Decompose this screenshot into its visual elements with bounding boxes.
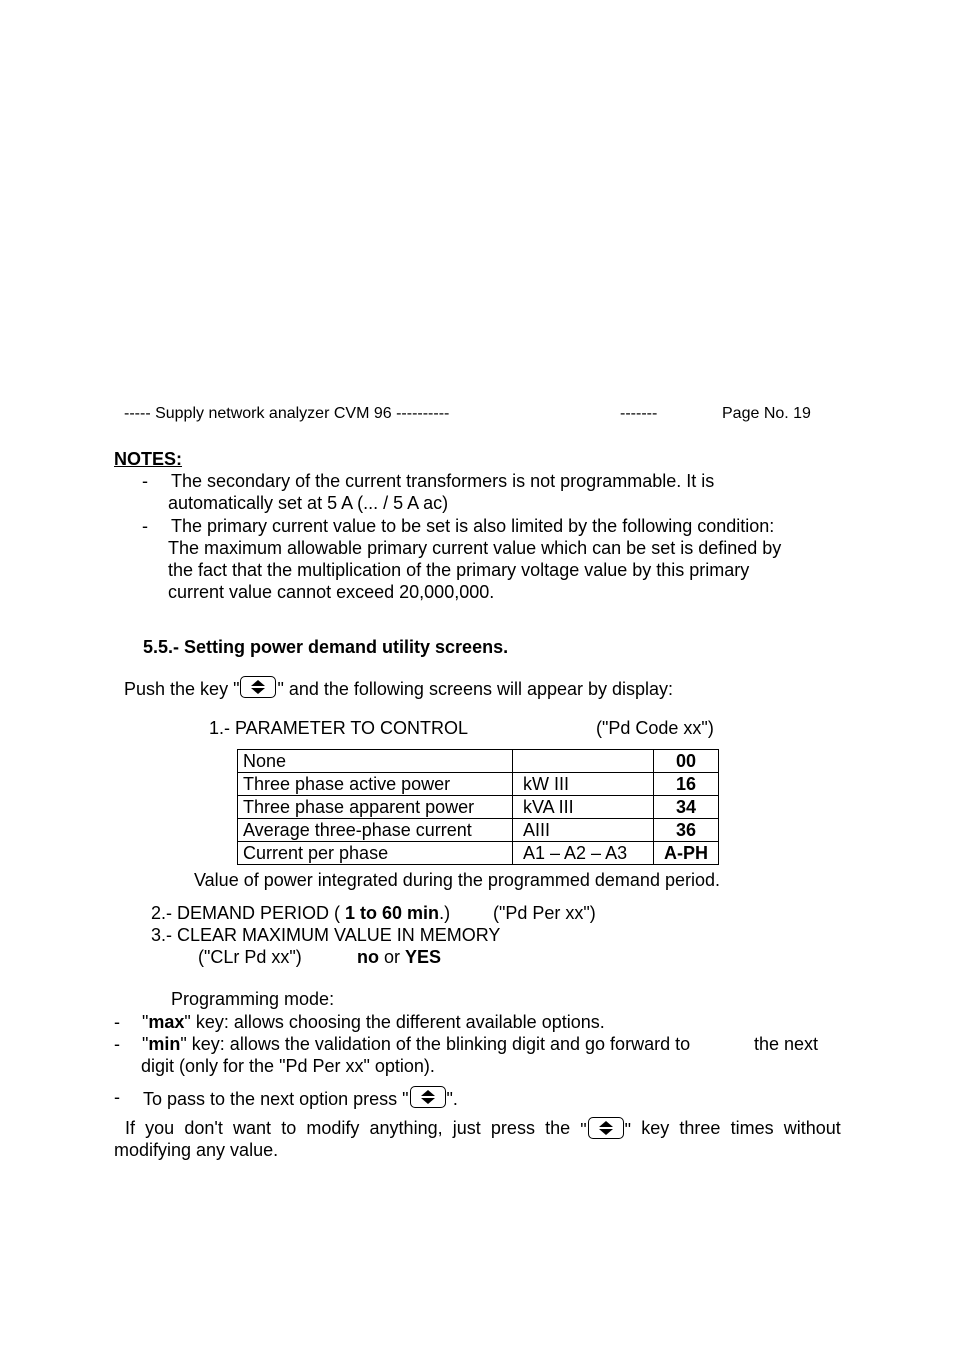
- up-down-key-icon: [588, 1117, 624, 1139]
- table-cell-name: Average three-phase current: [238, 819, 513, 842]
- final-word: key: [641, 1118, 670, 1138]
- final-quote-open: ": [580, 1120, 587, 1140]
- table-cell-unit: [513, 750, 654, 773]
- table-row: [238, 819, 719, 842]
- table-cell-name: Three phase apparent power: [238, 796, 513, 819]
- final-word: If: [125, 1118, 136, 1138]
- final-word: three: [679, 1118, 721, 1138]
- table-cell-unit: kVA III: [513, 796, 654, 819]
- table-cell-code: 16: [654, 773, 719, 796]
- option-yes: YES: [405, 947, 442, 967]
- param-2-range: 1 to 60 min: [345, 903, 440, 923]
- table-cell-code: A-PH: [654, 842, 719, 865]
- param-1-label: 1.- PARAMETER TO CONTROL: [209, 718, 469, 738]
- param-2-prefix: 2.- DEMAND PERIOD (: [151, 903, 346, 923]
- table-cell-unit: AIII: [513, 819, 654, 842]
- note-1-line-2: automatically set at 5 A (... / 5 A ac): [168, 493, 449, 513]
- parameter-table: [237, 749, 719, 865]
- final-word: want: [233, 1118, 272, 1138]
- max-key-line: [142, 1011, 605, 1033]
- min-key-text: " key: allows the validation of the blinking digit and go forward to: [180, 1034, 691, 1054]
- section-title: 5.5.- Setting power demand utility screens.: [143, 637, 509, 657]
- min-key-text-end: the next: [754, 1034, 819, 1054]
- max-bullet: -: [114, 1012, 120, 1032]
- final-word: don't: [184, 1118, 223, 1138]
- note-2-line-3: the fact that the multiplication of the primary voltage value by this primary: [168, 560, 750, 580]
- final-word: modify: [306, 1118, 360, 1138]
- min-key-line-2: digit (only for the "Pd Per xx" option).: [141, 1056, 435, 1076]
- param-3-label: 3.- CLEAR MAXIMUM VALUE IN MEMORY: [151, 925, 501, 945]
- page-number: Page No. 19: [722, 405, 811, 422]
- up-down-key-icon: [240, 676, 276, 698]
- param-2-label: [151, 902, 450, 924]
- final-key-group: [580, 1117, 631, 1141]
- pass-bullet: -: [114, 1087, 120, 1107]
- min-bullet: -: [114, 1034, 120, 1054]
- max-key-text: " key: allows choosing the different available options.: [184, 1012, 605, 1032]
- table-caption: Value of power integrated during the programmed demand period.: [194, 870, 720, 890]
- table-row: [238, 773, 719, 796]
- table-cell-code: 36: [654, 819, 719, 842]
- table-cell-name: Three phase active power: [238, 773, 513, 796]
- note-1-bullet: -: [142, 471, 148, 491]
- final-word: press: [490, 1118, 535, 1138]
- pass-text-after: ".: [446, 1089, 458, 1109]
- note-2-line-1: The primary current value to be set is also limited by the following condition:: [171, 516, 775, 536]
- min-quote: ": [142, 1034, 149, 1054]
- final-word: just: [452, 1118, 481, 1138]
- table-cell-name: None: [238, 750, 513, 773]
- table-row: [238, 796, 719, 819]
- param-2-suffix: .): [439, 903, 451, 923]
- final-word: you: [145, 1118, 175, 1138]
- option-no: no: [357, 947, 379, 967]
- option-or: or: [379, 947, 406, 967]
- up-down-key-icon: [410, 1086, 446, 1108]
- param-2-code: ("Pd Per xx"): [493, 903, 596, 923]
- header-dashes: -------: [620, 405, 658, 422]
- table-cell-name: Current per phase: [238, 842, 513, 865]
- table-cell-unit: kW III: [513, 773, 654, 796]
- note-1-line-1: The secondary of the current transformers is not programmable. It is: [171, 471, 715, 491]
- note-2-bullet: -: [142, 516, 148, 536]
- final-word: without: [783, 1118, 841, 1138]
- param-1-code: ("Pd Code xx"): [596, 718, 714, 738]
- table-row: [238, 842, 719, 865]
- final-word: anything,: [369, 1118, 443, 1138]
- push-key-line: [124, 676, 673, 700]
- push-key-text-after: " and the following screens will appear by display:: [277, 679, 674, 699]
- notes-title: NOTES:: [114, 449, 183, 469]
- max-quote: ": [142, 1012, 149, 1032]
- final-word: to: [281, 1118, 297, 1138]
- table-row: [238, 750, 719, 773]
- final-quote-close: ": [624, 1120, 632, 1140]
- table-cell-code: 34: [654, 796, 719, 819]
- max-key-name: max: [148, 1012, 185, 1032]
- programming-title: Programming mode:: [171, 989, 335, 1009]
- min-key-line: [142, 1033, 690, 1055]
- final-word: the: [545, 1118, 571, 1138]
- pass-line: [143, 1086, 458, 1110]
- final-line-1: [114, 1117, 841, 1141]
- note-2-line-4: current value cannot exceed 20,000,000.: [168, 582, 495, 602]
- param-3-code: ("CLr Pd xx"): [198, 947, 302, 967]
- pass-text-before: To pass to the next option press ": [143, 1089, 409, 1109]
- final-word: times: [730, 1118, 774, 1138]
- table-cell-code: 00: [654, 750, 719, 773]
- header-title: ----- Supply network analyzer CVM 96 ----------: [124, 405, 450, 422]
- push-key-text-before: Push the key ": [124, 679, 240, 699]
- table-cell-unit: A1 – A2 – A3: [513, 842, 654, 865]
- param-3-options: [357, 946, 441, 968]
- min-key-name: min: [148, 1034, 181, 1054]
- note-2-line-2: The maximum allowable primary current value which can be set is defined by: [168, 538, 782, 558]
- final-line-2: modifying any value.: [114, 1140, 279, 1160]
